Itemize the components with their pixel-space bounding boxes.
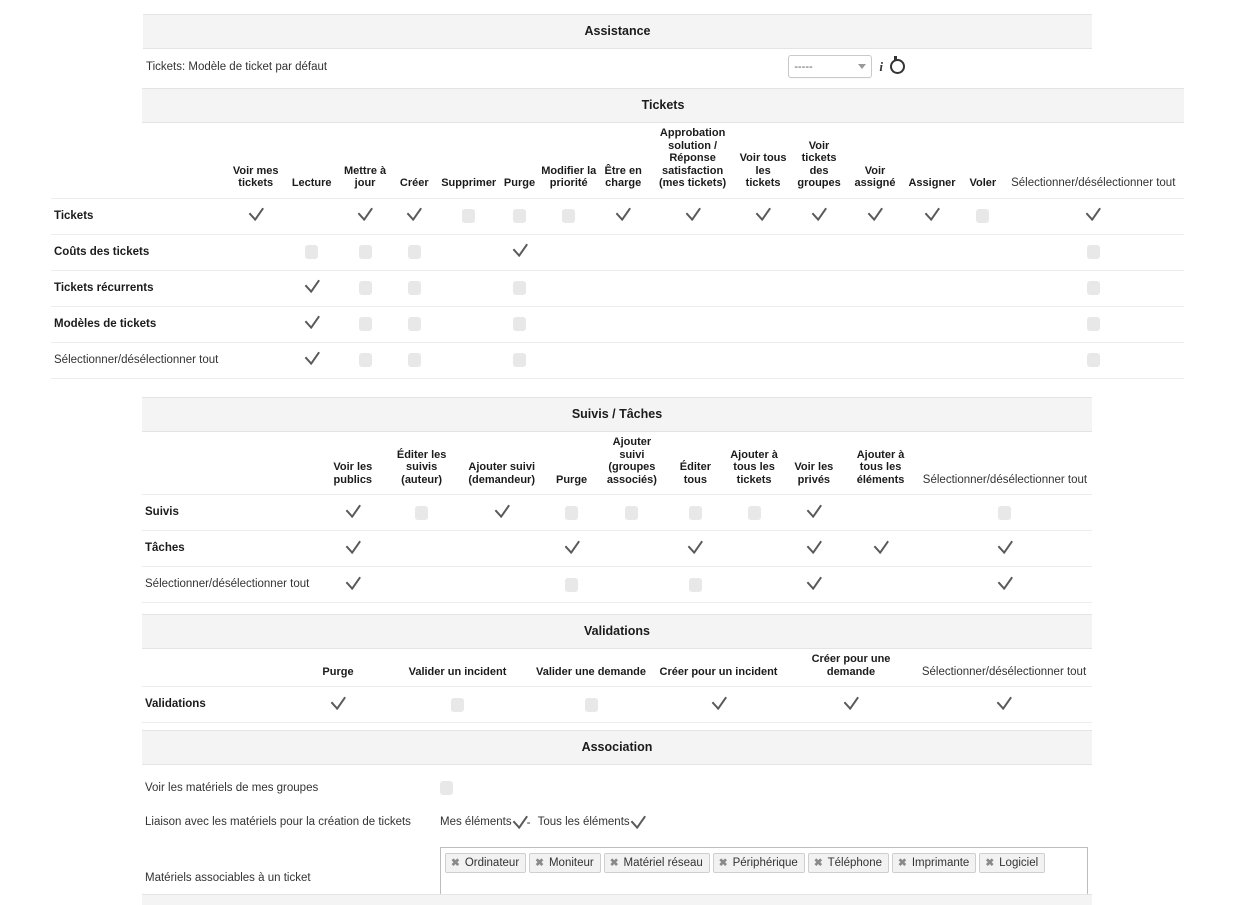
permission-checkbox[interactable] xyxy=(513,209,526,223)
column-header-2: Lecture xyxy=(291,177,332,189)
column-header-6: Éditer tous xyxy=(679,461,711,486)
permission-checkbox[interactable] xyxy=(976,209,989,223)
suivis-section-title: Suivis / Tâches xyxy=(142,397,1092,432)
permission-cell[interactable] xyxy=(319,495,386,531)
permission-checkbox[interactable] xyxy=(1087,353,1100,367)
permission-checkbox[interactable] xyxy=(1087,245,1100,259)
tag-item[interactable] xyxy=(713,853,805,873)
column-header-12: Voir assigné xyxy=(854,164,896,189)
permission-cell[interactable] xyxy=(386,495,456,531)
remove-tag-icon[interactable]: ✖ xyxy=(535,857,544,869)
permission-cell[interactable] xyxy=(724,495,785,531)
row-label-column-header xyxy=(142,649,292,687)
permission-checkbox[interactable] xyxy=(565,578,578,592)
permission-cell xyxy=(849,234,901,270)
table-row xyxy=(142,567,1092,603)
gear-icon[interactable] xyxy=(890,59,905,74)
suivis-permissions-table xyxy=(142,432,1092,603)
column-header-9: Approbation solution / Réponse satisfaction (mes tickets) xyxy=(658,127,727,189)
permission-cell[interactable] xyxy=(319,531,386,567)
permission-cell xyxy=(737,270,789,306)
permission-cell[interactable] xyxy=(339,306,391,342)
permission-checkbox[interactable] xyxy=(625,506,638,520)
permission-cell xyxy=(227,306,284,342)
permission-checkbox[interactable] xyxy=(565,506,578,520)
table-row xyxy=(51,198,1184,234)
permission-cell xyxy=(539,270,598,306)
association-section-title: Association xyxy=(142,730,1092,765)
permission-cell xyxy=(843,495,918,531)
column-header-7: Modifier la priorité xyxy=(541,164,597,189)
permission-cell xyxy=(648,270,737,306)
permission-cell[interactable] xyxy=(284,342,339,378)
column-header-3: Ajouter suivi (demandeur) xyxy=(468,461,535,486)
column-header-1: Purge xyxy=(322,665,354,678)
check-icon[interactable] xyxy=(872,539,889,556)
all-items-check-icon xyxy=(630,814,647,831)
permission-checkbox[interactable] xyxy=(562,209,575,223)
permission-checkbox[interactable] xyxy=(998,506,1011,520)
column-header-1: Voir mes tickets xyxy=(232,164,279,189)
permission-checkbox[interactable] xyxy=(415,506,428,520)
permission-checkbox[interactable] xyxy=(748,506,761,520)
item-link-field xyxy=(440,814,1092,831)
permission-cell[interactable] xyxy=(500,234,539,270)
check-icon[interactable] xyxy=(805,575,822,592)
tag-item[interactable] xyxy=(808,853,889,873)
permission-cell[interactable] xyxy=(500,198,539,234)
row-label: Coûts des tickets xyxy=(51,234,227,270)
column-header-10: Voir tous les tickets xyxy=(739,152,787,189)
default-ticket-template-label: Tickets: Modèle de ticket par défaut xyxy=(146,60,328,73)
permission-cell[interactable] xyxy=(292,687,384,723)
table-row xyxy=(51,306,1184,342)
permission-cell[interactable] xyxy=(1003,306,1184,342)
check-icon[interactable] xyxy=(493,503,510,520)
permission-cell[interactable] xyxy=(547,567,597,603)
permission-cell[interactable] xyxy=(597,495,667,531)
suivis-table-body xyxy=(142,495,1092,603)
permission-cell xyxy=(724,567,785,603)
tag-label: Ordinateur xyxy=(464,857,520,869)
permission-cell xyxy=(457,567,547,603)
permission-checkbox[interactable] xyxy=(408,245,421,259)
row-label: Sélectionner/désélectionner tout xyxy=(51,342,227,378)
view-group-items-field xyxy=(440,781,1092,795)
permission-cell xyxy=(597,531,667,567)
check-icon[interactable] xyxy=(357,206,374,223)
validations-permissions-table xyxy=(142,649,1092,723)
tag-label: Périphérique xyxy=(732,857,798,869)
tag-label: Moniteur xyxy=(548,857,594,869)
permission-cell xyxy=(597,567,667,603)
validations-section xyxy=(142,614,1092,723)
my-items-option[interactable] xyxy=(440,814,529,831)
permission-cell[interactable] xyxy=(667,531,724,567)
permission-checkbox[interactable] xyxy=(513,317,526,331)
permission-cell[interactable] xyxy=(785,531,844,567)
tag-item[interactable] xyxy=(604,853,710,873)
permission-cell xyxy=(901,270,963,306)
permission-checkbox[interactable] xyxy=(408,317,421,331)
bottom-divider xyxy=(142,894,1092,905)
assistance-section-title: Assistance xyxy=(143,14,1092,49)
permission-cell xyxy=(963,270,1002,306)
permission-cell xyxy=(648,306,737,342)
permission-cell[interactable] xyxy=(667,567,724,603)
permission-cell xyxy=(284,198,339,234)
permission-cell xyxy=(648,342,737,378)
check-icon[interactable] xyxy=(996,575,1013,592)
permission-cell[interactable] xyxy=(963,198,1002,234)
view-group-items-checkbox[interactable] xyxy=(440,781,453,795)
validations-table-header-row xyxy=(142,649,1092,687)
permission-cell[interactable] xyxy=(384,687,531,723)
column-header-6: Purge xyxy=(503,177,536,189)
column-header-3: Mettre à jour xyxy=(343,164,387,189)
column-header-10: Sélectionner/désélectionner tout xyxy=(922,473,1088,486)
view-group-items-row xyxy=(142,773,1092,803)
all-items-option[interactable] xyxy=(538,814,647,831)
permission-checkbox[interactable] xyxy=(408,281,421,295)
permission-checkbox[interactable] xyxy=(359,281,372,295)
permission-cell xyxy=(457,531,547,567)
permission-cell[interactable] xyxy=(918,495,1092,531)
permission-cell xyxy=(843,567,918,603)
permission-cell[interactable] xyxy=(1003,234,1184,270)
permission-cell[interactable] xyxy=(457,495,547,531)
permission-cell[interactable] xyxy=(918,531,1092,567)
check-icon[interactable] xyxy=(805,539,822,556)
permission-cell xyxy=(737,234,789,270)
permission-cell xyxy=(598,342,648,378)
permission-checkbox[interactable] xyxy=(689,578,702,592)
permission-checkbox[interactable] xyxy=(513,353,526,367)
column-header-11: Voir tickets des groupes xyxy=(797,139,841,189)
column-header-2: Éditer les suivis (auteur) xyxy=(396,448,447,486)
permission-checkbox[interactable] xyxy=(305,245,318,259)
permission-cell[interactable] xyxy=(785,567,844,603)
check-icon[interactable] xyxy=(303,278,320,295)
permission-cell xyxy=(789,306,849,342)
permission-cell[interactable] xyxy=(789,198,849,234)
permission-cell xyxy=(737,342,789,378)
tag-item[interactable] xyxy=(529,853,601,873)
permission-checkbox[interactable] xyxy=(359,317,372,331)
permission-cell xyxy=(724,531,785,567)
chevron-down-icon xyxy=(858,64,866,69)
permission-checkbox[interactable] xyxy=(462,209,475,223)
tag-item[interactable] xyxy=(445,853,526,873)
tag-label: Logiciel xyxy=(999,857,1039,869)
permission-cell[interactable] xyxy=(284,270,339,306)
row-label: Modèles de tickets xyxy=(51,306,227,342)
permission-checkbox[interactable] xyxy=(585,698,598,712)
permission-cell[interactable] xyxy=(284,234,339,270)
permission-cell xyxy=(598,306,648,342)
permission-checkbox[interactable] xyxy=(408,353,421,367)
column-header-4: Créer pour un incident xyxy=(659,665,778,678)
check-icon[interactable] xyxy=(511,242,528,259)
permission-cell[interactable] xyxy=(500,270,539,306)
column-header-1: Voir les publics xyxy=(333,461,373,486)
permission-cell[interactable] xyxy=(901,198,963,234)
column-header-4: Créer xyxy=(399,177,429,189)
check-icon[interactable] xyxy=(344,503,361,520)
check-icon[interactable] xyxy=(1085,206,1102,223)
permission-cell[interactable] xyxy=(849,198,901,234)
row-label-column-header xyxy=(51,123,227,198)
permission-cell xyxy=(901,342,963,378)
permission-cell xyxy=(648,234,737,270)
permission-cell[interactable] xyxy=(547,531,597,567)
permission-cell xyxy=(438,234,500,270)
permission-checkbox[interactable] xyxy=(359,245,372,259)
permission-cell[interactable] xyxy=(651,687,786,723)
my-items-label: Mes éléments xyxy=(440,816,512,828)
row-label: Suivis xyxy=(142,495,319,531)
permission-cell[interactable] xyxy=(500,342,539,378)
check-icon[interactable] xyxy=(406,206,423,223)
permission-cell[interactable] xyxy=(1003,198,1184,234)
suivis-table-header-row xyxy=(142,432,1092,495)
check-icon[interactable] xyxy=(996,539,1013,556)
permission-checkbox[interactable] xyxy=(1087,317,1100,331)
row-label: Tickets xyxy=(51,198,227,234)
table-row xyxy=(51,342,1184,378)
permission-checkbox[interactable] xyxy=(451,698,464,712)
permission-cell[interactable] xyxy=(648,198,737,234)
column-header-4: Purge xyxy=(556,473,588,486)
permission-cell xyxy=(386,567,456,603)
permission-cell xyxy=(227,270,284,306)
remove-tag-icon[interactable]: ✖ xyxy=(609,857,619,869)
table-row xyxy=(142,531,1092,567)
permission-cell[interactable] xyxy=(1003,342,1184,378)
permission-cell[interactable] xyxy=(598,198,648,234)
column-header-14: Voler xyxy=(969,177,997,189)
permission-checkbox[interactable] xyxy=(513,281,526,295)
check-icon[interactable] xyxy=(867,206,884,223)
permission-cell[interactable] xyxy=(667,495,724,531)
permission-cell[interactable] xyxy=(339,234,391,270)
column-header-5: Supprimer xyxy=(441,177,497,189)
table-row xyxy=(51,234,1184,270)
column-header-8: Être en charge xyxy=(604,164,642,189)
permission-cell[interactable] xyxy=(319,567,386,603)
option-separator: - xyxy=(526,815,531,829)
permission-cell xyxy=(227,234,284,270)
column-header-6: Sélectionner/désélectionner tout xyxy=(921,665,1087,678)
check-icon[interactable] xyxy=(303,314,320,331)
item-link-row xyxy=(142,807,1092,837)
permission-cell[interactable] xyxy=(284,306,339,342)
view-group-items-label: Voir les matériels de mes groupes xyxy=(145,782,319,794)
permission-cell[interactable] xyxy=(843,531,918,567)
permission-cell xyxy=(963,234,1002,270)
tickets-table-body xyxy=(51,198,1184,378)
column-header-5: Créer pour une demande xyxy=(811,653,891,678)
permission-cell xyxy=(789,234,849,270)
permission-cell[interactable] xyxy=(1003,270,1184,306)
column-header-8: Voir les privés xyxy=(794,461,834,486)
check-icon[interactable] xyxy=(563,539,580,556)
tickets-section xyxy=(51,88,1184,379)
permission-cell[interactable] xyxy=(339,342,391,378)
remove-tag-icon[interactable]: ✖ xyxy=(898,857,907,869)
permission-cell[interactable] xyxy=(531,687,651,723)
check-icon[interactable] xyxy=(805,503,822,520)
column-header-7: Ajouter à tous les tickets xyxy=(730,448,778,486)
check-icon[interactable] xyxy=(755,206,772,223)
check-icon[interactable] xyxy=(687,539,704,556)
permission-cell xyxy=(737,306,789,342)
default-ticket-template-row xyxy=(143,49,1092,85)
tag-label: Matériel réseau xyxy=(623,857,703,869)
column-header-15: Sélectionner/désélectionner tout xyxy=(1011,177,1176,189)
all-items-label: Tous les éléments xyxy=(537,816,630,828)
info-icon[interactable]: i xyxy=(879,58,883,74)
check-icon[interactable] xyxy=(247,206,264,223)
check-icon[interactable] xyxy=(330,695,347,712)
my-items-check-icon xyxy=(512,814,529,831)
check-icon[interactable] xyxy=(924,206,941,223)
table-row xyxy=(142,495,1092,531)
tickets-permissions-table xyxy=(51,123,1184,379)
permission-cell[interactable] xyxy=(916,687,1092,723)
permission-cell xyxy=(789,342,849,378)
check-icon[interactable] xyxy=(710,695,727,712)
permission-cell xyxy=(438,270,500,306)
associable-items-label: Matériels associables à un ticket xyxy=(145,872,311,884)
check-icon[interactable] xyxy=(344,575,361,592)
permission-cell[interactable] xyxy=(737,198,789,234)
permission-cell xyxy=(849,306,901,342)
tag-label: Imprimante xyxy=(911,857,970,869)
column-header-5: Ajouter suivi (groupes associés) xyxy=(606,436,657,486)
remove-tag-icon[interactable]: ✖ xyxy=(718,857,728,869)
permission-cell xyxy=(386,531,456,567)
permission-cell xyxy=(901,306,963,342)
permission-cell[interactable] xyxy=(786,687,916,723)
ticket-template-select-value: ----- xyxy=(794,60,813,73)
permission-cell[interactable] xyxy=(391,234,438,270)
permission-cell xyxy=(539,306,598,342)
permission-checkbox[interactable] xyxy=(689,506,702,520)
column-header-9: Ajouter à tous les éléments xyxy=(856,448,905,486)
permission-cell xyxy=(598,234,648,270)
permission-cell xyxy=(539,342,598,378)
permission-cell[interactable] xyxy=(391,270,438,306)
check-icon[interactable] xyxy=(684,206,701,223)
permission-checkbox[interactable] xyxy=(359,353,372,367)
column-header-2: Valider un incident xyxy=(408,665,507,678)
table-row xyxy=(51,270,1184,306)
suivis-taches-section xyxy=(142,397,1092,603)
permission-cell[interactable] xyxy=(500,306,539,342)
permission-cell[interactable] xyxy=(339,270,391,306)
check-icon[interactable] xyxy=(996,695,1013,712)
permission-cell[interactable] xyxy=(438,198,500,234)
permission-checkbox[interactable] xyxy=(1087,281,1100,295)
permission-cell xyxy=(963,306,1002,342)
permission-cell xyxy=(849,342,901,378)
permission-cell xyxy=(963,342,1002,378)
default-ticket-template-controls xyxy=(788,55,905,78)
permission-cell xyxy=(598,270,648,306)
item-link-label: Liaison avec les matériels pour la création de tickets xyxy=(145,816,411,828)
association-section xyxy=(142,730,1092,904)
validations-table-body xyxy=(142,687,1092,723)
tag-item[interactable] xyxy=(979,853,1045,873)
column-header-13: Assigner xyxy=(908,177,956,189)
check-icon[interactable] xyxy=(811,206,828,223)
permission-cell xyxy=(539,234,598,270)
tag-item[interactable] xyxy=(892,853,976,873)
permission-cell xyxy=(901,234,963,270)
column-header-3: Valider une demande xyxy=(535,665,647,678)
check-icon[interactable] xyxy=(615,206,632,223)
check-icon[interactable] xyxy=(303,350,320,367)
permission-cell[interactable] xyxy=(339,198,391,234)
permission-cell[interactable] xyxy=(547,495,597,531)
row-label-column-header xyxy=(142,432,319,495)
permission-cell[interactable] xyxy=(227,198,284,234)
permission-cell[interactable] xyxy=(785,495,844,531)
row-label: Sélectionner/désélectionner tout xyxy=(142,567,319,603)
check-icon[interactable] xyxy=(344,539,361,556)
assistance-section xyxy=(143,14,1092,85)
check-icon[interactable] xyxy=(843,695,860,712)
permission-cell xyxy=(789,270,849,306)
ticket-template-select[interactable] xyxy=(788,55,872,78)
permission-cell[interactable] xyxy=(391,198,438,234)
permission-cell[interactable] xyxy=(391,306,438,342)
remove-tag-icon[interactable]: ✖ xyxy=(813,857,823,869)
validations-section-title: Validations xyxy=(142,614,1092,649)
tickets-section-title: Tickets xyxy=(142,88,1184,123)
remove-tag-icon[interactable]: ✖ xyxy=(985,857,995,869)
row-label: Tâches xyxy=(142,531,319,567)
permission-cell xyxy=(438,342,500,378)
permission-cell[interactable] xyxy=(539,198,598,234)
permission-cell[interactable] xyxy=(391,342,438,378)
permission-cell xyxy=(438,306,500,342)
tag-label: Téléphone xyxy=(827,857,882,869)
permission-cell xyxy=(849,270,901,306)
remove-tag-icon[interactable]: ✖ xyxy=(451,857,460,869)
permission-cell xyxy=(227,342,284,378)
table-row xyxy=(142,687,1092,723)
row-label: Tickets récurrents xyxy=(51,270,227,306)
permission-cell[interactable] xyxy=(918,567,1092,603)
row-label: Validations xyxy=(142,687,292,723)
tickets-table-header-row xyxy=(51,123,1184,198)
